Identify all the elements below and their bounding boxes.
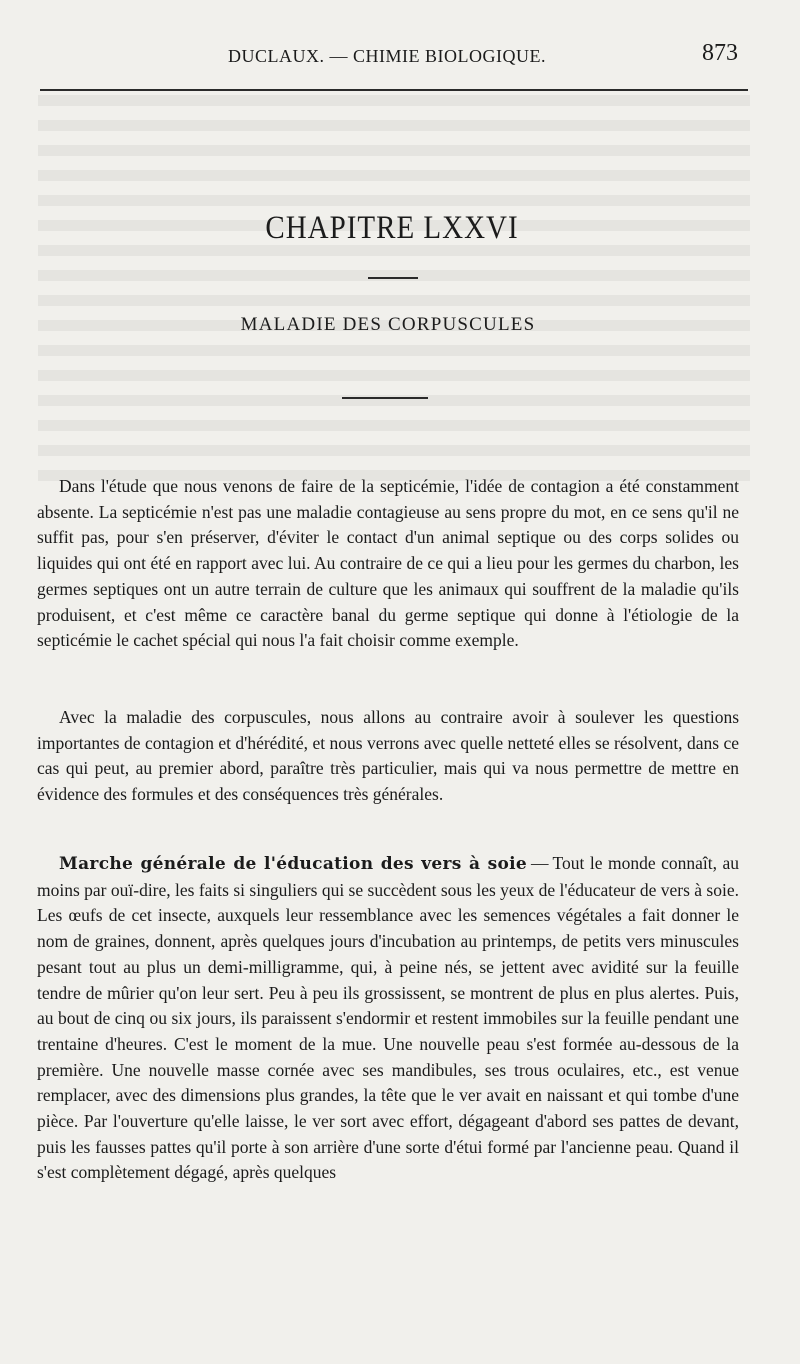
paragraph-text: Avec la maladie des corpuscules, nous allons au contraire avoir à soulever les questions importantes de contagion et d'hérédité, et nous verrons avec quelle netteté elles se résolvent, dans ce cas qui peut, au premier abord, paraître très particulier, mais qui va nous permettre de mettre en évidence des formules et des conséquences très générales. [37, 707, 739, 805]
paragraph-block [37, 851, 739, 1186]
title-rule [368, 277, 418, 279]
chapter-subtitle: MALADIE DES CORPUSCULES [240, 314, 536, 335]
paragraph-text: Dans l'étude que nous venons de faire de la septicémie, l'idée de contagion a été constamment absente. La septicémie n'est pas une maladie contagieuse au sens propre du mot, en ce sens qu'il ne suffit pas, pour s'en préserver, d'éviter le contact d'un animal septique ou des corps solides ou liquides qui ont été en rapport avec lui. Au contraire de ce qui a lieu pour les germes du charbon, les germes septiques ont un autre terrain de culture que les animaux qui souffrent de la maladie qu'ils produisent, et c'est même ce caractère banal du germe septique qui donne à l'étiologie de la septicémie le cachet spécial qui nous l'a fait choisir comme exemple. [37, 476, 739, 651]
paragraph-education-vers [37, 851, 739, 1186]
running-head [0, 40, 800, 70]
running-title: DUCLAUX. — CHIMIE BIOLOGIQUE. [228, 46, 546, 66]
section-heading: Marche générale de l'éducation des vers à soie [59, 854, 528, 874]
show-through-texture [38, 95, 750, 485]
header-rule [40, 89, 748, 91]
chapter-title: CHAPITRE LXXVI [265, 210, 519, 246]
paragraph-text: Tout le monde connaît, au moins par ouï-dire, les faits si singuliers qui se succèdent sous les yeux de l'éducateur de vers à soie. Les œufs de cet insecte, auxquels leur ressemblance avec les semences végétales a fait donner le nom de graines, donnent, après quelques jours d'incubation au printemps, de petits vers minuscules pesant tout au plus un demi-milligramme, qui, à peine nés, se jettent avec avidité sur la feuille tendre de mûrier qu'on leur sert. Peu à peu ils grossissent, se montrent de plus en plus alertes. Puis, au bout de cinq ou six jours, ils paraissent s'endormir et restent immobiles sur la feuille pendant une trentaine d'heures. C'est le moment de la mue. Une nouvelle peau s'est formée au-dessous de la première. Une nouvelle masse cornée avec ses mandibules, ses trous oculaires, etc., est venue remplacer, avec des dimensions plus grandes, la tête que le ver avait en naissant et qui tombe d'une pièce. Par l'ouverture qu'elle laisse, le ver sort avec effort, dégageant d'abord ses pattes de devant, puis les fausses pattes qu'il porte à son arrière d'une sorte d'étui formé par l'ancienne peau. Quand il s'est complètement dégagé, après quelques [37, 853, 739, 1183]
heading-dash: — [531, 853, 549, 873]
paragraph-septicemie [37, 474, 739, 654]
subtitle-rule [342, 397, 428, 399]
paragraph-corpuscules [37, 705, 739, 808]
page-number: 873 [702, 40, 738, 66]
